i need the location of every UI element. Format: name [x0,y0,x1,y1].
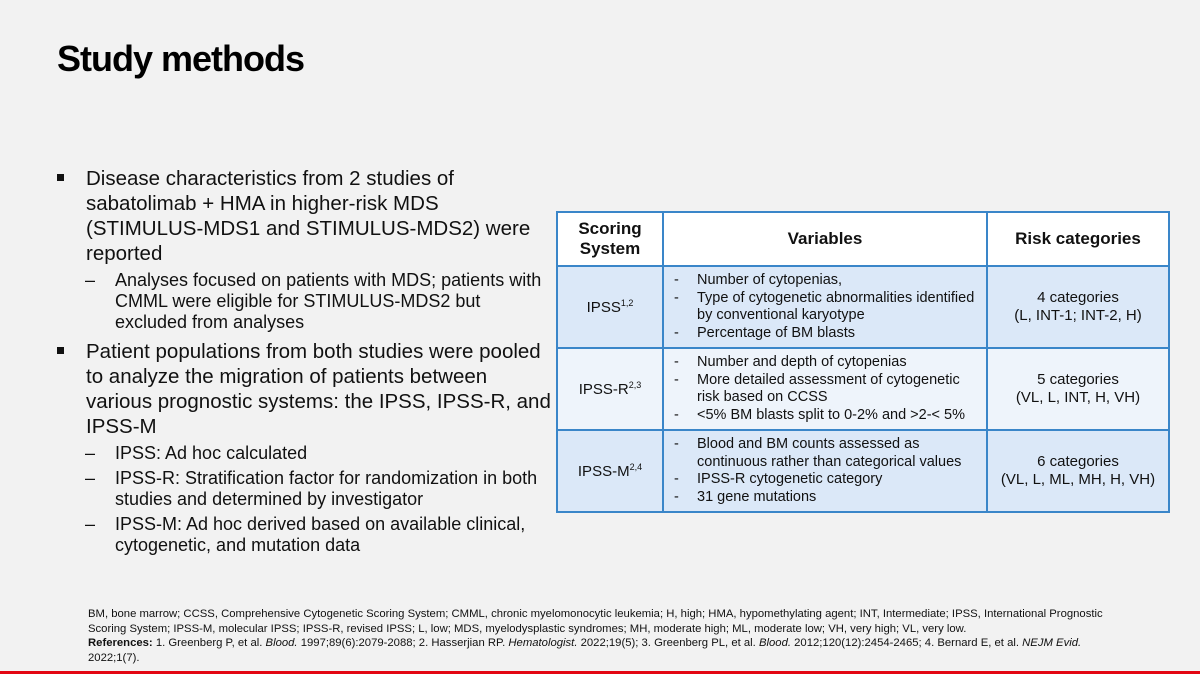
footnote [88,607,1128,665]
dash-icon: – [85,514,96,534]
header-label: System [579,239,641,258]
dash-icon: - [674,488,679,505]
bullet-item [57,339,552,439]
list-item [674,272,980,290]
dash-icon: - [674,354,679,370]
reference-text: 2012;120(12):2454-2465; 4. Bernard E, et al. [791,637,1023,649]
reference-superscript: 1,2 [620,298,634,308]
bullet-list [57,166,552,562]
scoring-systems-table [556,211,1170,513]
references-label: References: [88,637,153,649]
dash-icon: - [674,436,679,452]
reference-text: 1. Greenberg P, et al. [152,637,266,649]
square-bullet-icon [57,347,64,354]
reference-superscript: 2,4 [629,462,643,472]
risk-count: 4 categories [1037,289,1119,306]
variables-list [674,354,980,424]
dash-icon: - [674,371,679,388]
sub-bullet-item [57,468,552,510]
table-row [557,348,1169,430]
system-name: IPSS [586,299,621,316]
variable-text: Number of cytopenias, [697,272,843,288]
variables-cell [663,266,987,348]
journal-name: Hematologist. [508,637,578,649]
sub-bullet-text: IPSS-R: Stratification factor for randomization in both studies and determined by investigator [115,468,538,509]
sub-bullet-item [57,443,552,464]
dash-icon: - [674,272,679,288]
header-variables: Variables [663,212,987,266]
variable-text: Blood and BM counts assessed as continuous rather than categorical values [697,436,962,470]
risk-count: 5 categories [1037,371,1119,388]
header-scoring-system [557,212,663,266]
variables-cell [663,430,987,512]
page-title: Study methods [57,38,305,79]
dash-icon: - [674,471,679,487]
sub-bullet-item [57,270,552,333]
list-item [674,372,980,407]
header-risk-categories: Risk categories [987,212,1169,266]
risk-count: 6 categories [1037,453,1119,470]
dash-icon: – [85,468,96,488]
list-item [674,290,980,325]
variable-text: Percentage of BM blasts [697,324,855,341]
journal-name: NEJM Evid. [1022,637,1082,649]
variable-text: Type of cytogenetic abnormalities identified by conventional karyotype [697,289,975,323]
system-name: IPSS-M [577,463,630,480]
sub-bullet-list [57,270,552,333]
reference-text: 2022;1(7). [88,651,140,664]
system-name: IPSS-R [578,381,629,398]
sub-bullet-item [57,514,552,556]
variable-text: IPSS-R cytogenetic category [697,471,883,487]
sub-bullet-text: Analyses focused on patients with MDS; patients with CMML were eligible for STIMULUS-MDS2 but excluded from analyses [115,270,542,332]
variable-text: <5% BM blasts split to 0-2% and >2-< 5% [697,406,965,423]
sub-bullet-list [57,443,552,556]
risk-cell [987,430,1169,512]
dash-icon: - [674,406,679,423]
table-row [557,266,1169,348]
list-item [674,471,980,489]
dash-icon: - [674,324,679,341]
sub-bullet-text: IPSS-M: Ad hoc derived based on available clinical, cytogenetic, and mutation data [115,514,526,555]
reference-superscript: 2,3 [628,380,642,390]
system-cell [557,266,663,348]
variables-cell [663,348,987,430]
journal-name: Blood. [265,637,298,649]
risk-list: (L, INT-1; INT-2, H) [1014,307,1142,324]
variable-text: 31 gene mutations [697,488,817,505]
references-text [88,636,1128,665]
sub-bullet-text: IPSS: Ad hoc calculated [115,443,308,463]
bullet-text: Disease characteristics from 2 studies of sabatolimab + HMA in higher-risk MDS (STIMULUS-MDS1 and STIMULUS-MDS2) were reported [86,167,531,265]
dash-icon: - [674,289,679,306]
dash-icon: – [85,270,96,290]
square-bullet-icon [57,174,64,181]
table-row [557,430,1169,512]
reference-text: 2022;19(5); 3. Greenberg PL, et al. [577,637,759,649]
bullet-item [57,166,552,266]
dash-icon: – [85,443,96,463]
list-item [674,354,980,372]
abbreviations-text: BM, bone marrow; CCSS, Comprehensive Cytogenetic Scoring System; CMML, chronic myelomonocytic leukemia; H, high; HMA, hypomethylating agent; INT, Intermediate; IPSS, International Prognostic Scoring System; IPSS-M, molecular IPSS; IPSS-R, revised IPSS; L, low; MDS, myelodysplastic syndromes; MH, moderate high; ML, moderate low; VH, very high; VL, very low. [88,608,1103,635]
risk-cell [987,266,1169,348]
reference-text: 1997;89(6):2079-2088; 2. Hasserjian RP. [297,637,509,649]
table-header-row [557,212,1169,266]
journal-name: Blood. [758,637,792,649]
risk-list: (VL, L, INT, H, VH) [1015,389,1141,406]
list-item [674,325,980,343]
header-label: Scoring [578,219,642,238]
list-item [674,489,980,507]
risk-list: (VL, L, ML, MH, H, VH) [1000,471,1156,488]
variable-text: Number and depth of cytopenias [697,354,907,370]
variables-list [674,272,980,342]
risk-cell [987,348,1169,430]
variables-list [674,436,980,506]
system-cell [557,348,663,430]
list-item [674,436,980,471]
system-cell [557,430,663,512]
list-item [674,407,980,425]
variable-text: More detailed assessment of cytogenetic risk based on CCSS [697,371,960,405]
bullet-text: Patient populations from both studies were pooled to analyze the migration of patients between various prognostic systems: the IPSS, IPSS-R, and IPSS-M [86,340,551,438]
